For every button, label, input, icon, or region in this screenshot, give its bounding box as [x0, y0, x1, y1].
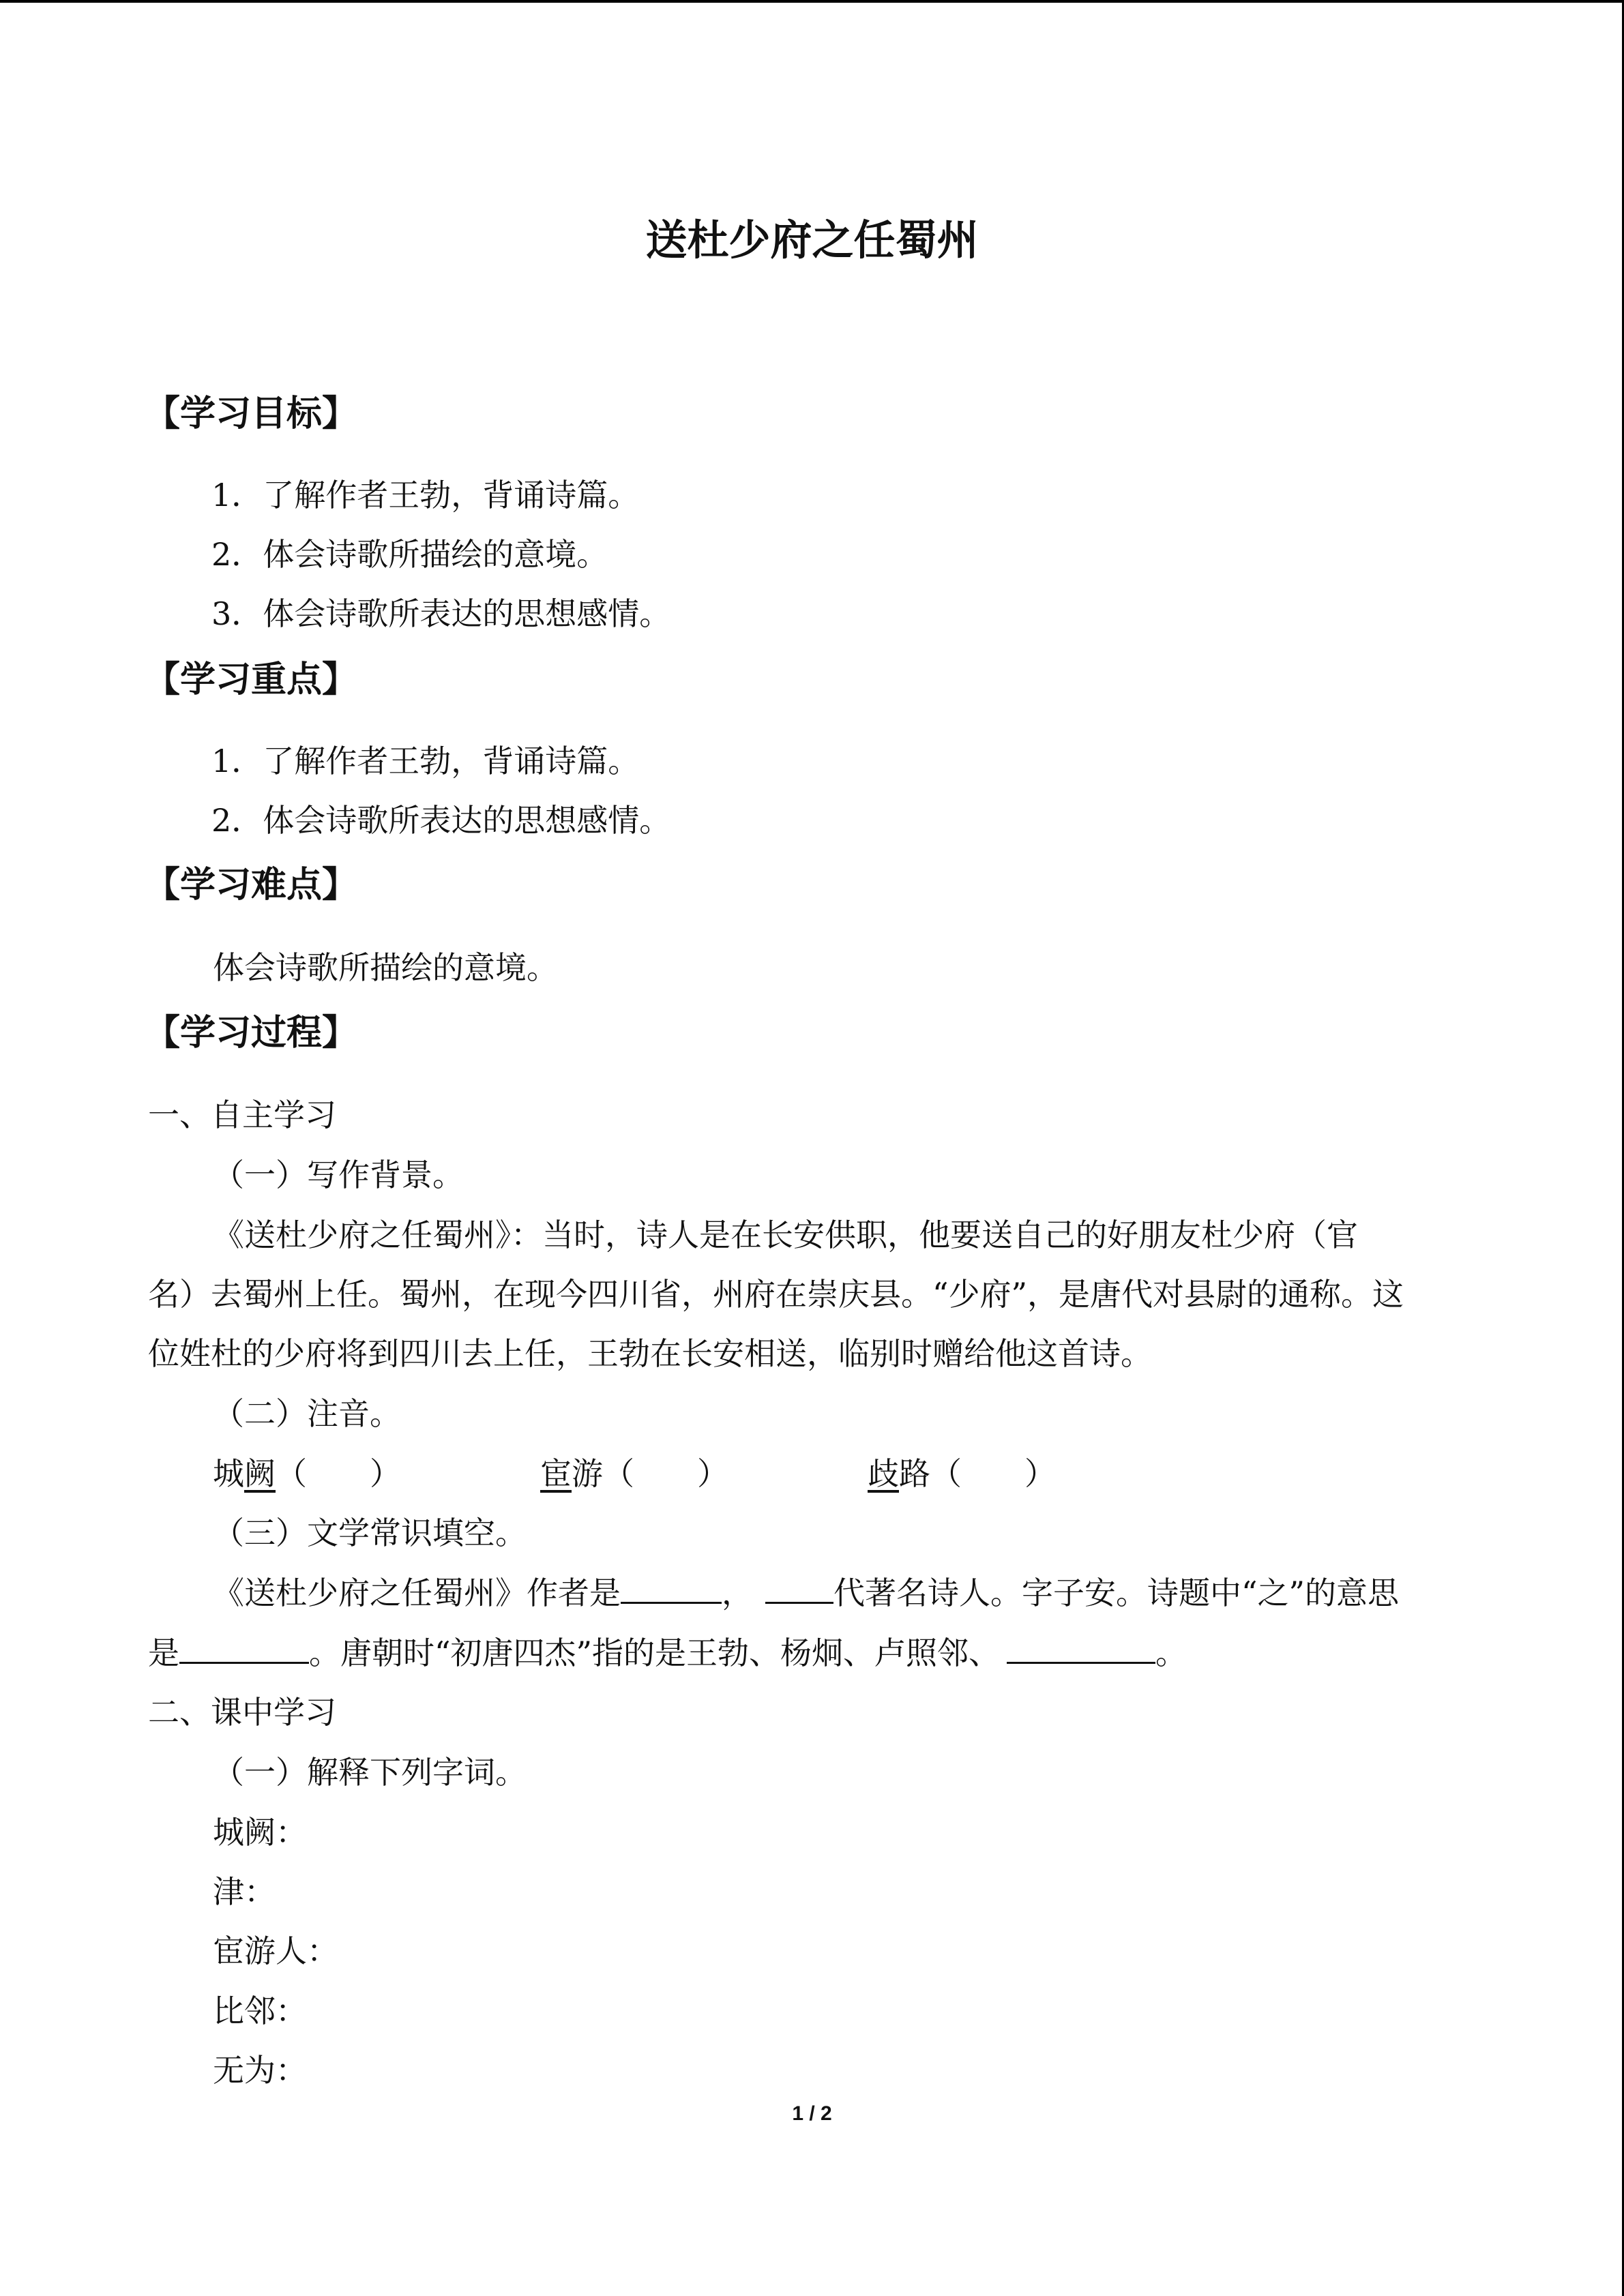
subheading-literature: （三）文学常识填空。: [213, 1515, 527, 1551]
key-point-item: 1．了解作者王勃，背诵诗篇。: [211, 743, 640, 779]
part-heading-in-class: 二、课中学习: [148, 1694, 336, 1731]
background-paragraph-line: 《送杜少府之任蜀州》：当时，诗人是在长安供职，他要送自己的好朋友杜少府（官: [213, 1217, 1358, 1253]
vocabulary-item: 城阙：: [213, 1814, 307, 1851]
pinyin-item: 城阙（ ）: [213, 1455, 401, 1492]
goal-item: 3．体会诗歌所表达的思想感情。: [211, 595, 671, 632]
background-paragraph-line: 位姓杜的少府将到四川去上任，王勃在长安相送，临别时赠给他这首诗。: [148, 1335, 1152, 1372]
document-title: 送杜少府之任蜀州: [645, 216, 979, 265]
answer-blank[interactable]: [1007, 1635, 1155, 1664]
section-heading-difficulty: 【学习难点】: [145, 865, 358, 906]
page-top-border: [0, 0, 1624, 3]
answer-blank[interactable]: [179, 1635, 309, 1664]
answer-blank[interactable]: [621, 1575, 722, 1604]
part-heading-self-study: 一、自主学习: [148, 1097, 336, 1133]
section-heading-goals: 【学习目标】: [145, 393, 358, 434]
target-character: 歧: [868, 1455, 899, 1492]
pinyin-item: 宦游（ ）: [540, 1455, 728, 1492]
vocabulary-item: 无为：: [213, 2052, 307, 2089]
vocabulary-item: 宦游人：: [213, 1933, 338, 1969]
goal-item: 2．体会诗歌所描绘的意境。: [211, 536, 608, 573]
page-number: 1 / 2: [792, 2102, 832, 2125]
section-heading-key: 【学习重点】: [145, 659, 358, 700]
target-character: 宦: [540, 1455, 572, 1492]
pinyin-item: 歧路（ ）: [868, 1455, 1056, 1492]
subheading-background: （一）写作背景。: [213, 1157, 464, 1193]
subheading-pinyin: （二）注音。: [213, 1395, 401, 1432]
fill-blank-line: 《送杜少府之任蜀州》作者是 ， 代著名诗人。字子安。诗题中“之”的意思: [213, 1575, 1400, 1611]
subheading-vocabulary: （一）解释下列字词。: [213, 1754, 527, 1791]
answer-blank[interactable]: [765, 1575, 833, 1604]
key-point-item: 2．体会诗歌所表达的思想感情。: [211, 802, 671, 839]
section-heading-process: 【学习过程】: [145, 1013, 358, 1054]
difficulty-text: 体会诗歌所描绘的意境。: [213, 949, 558, 986]
background-paragraph-line: 名）去蜀州上任。蜀州，在现今四川省，州府在崇庆县。“少府”，是唐代对县尉的通称。这: [148, 1276, 1404, 1313]
fill-blank-line: 是 。唐朝时“初唐四杰”指的是王勃、杨炯、卢照邻、 。: [148, 1635, 1187, 1671]
target-character: 阙: [244, 1455, 276, 1492]
vocabulary-item: 比邻：: [213, 1993, 307, 2029]
vocabulary-item: 津：: [213, 1873, 276, 1910]
goal-item: 1．了解作者王勃，背诵诗篇。: [211, 477, 640, 513]
